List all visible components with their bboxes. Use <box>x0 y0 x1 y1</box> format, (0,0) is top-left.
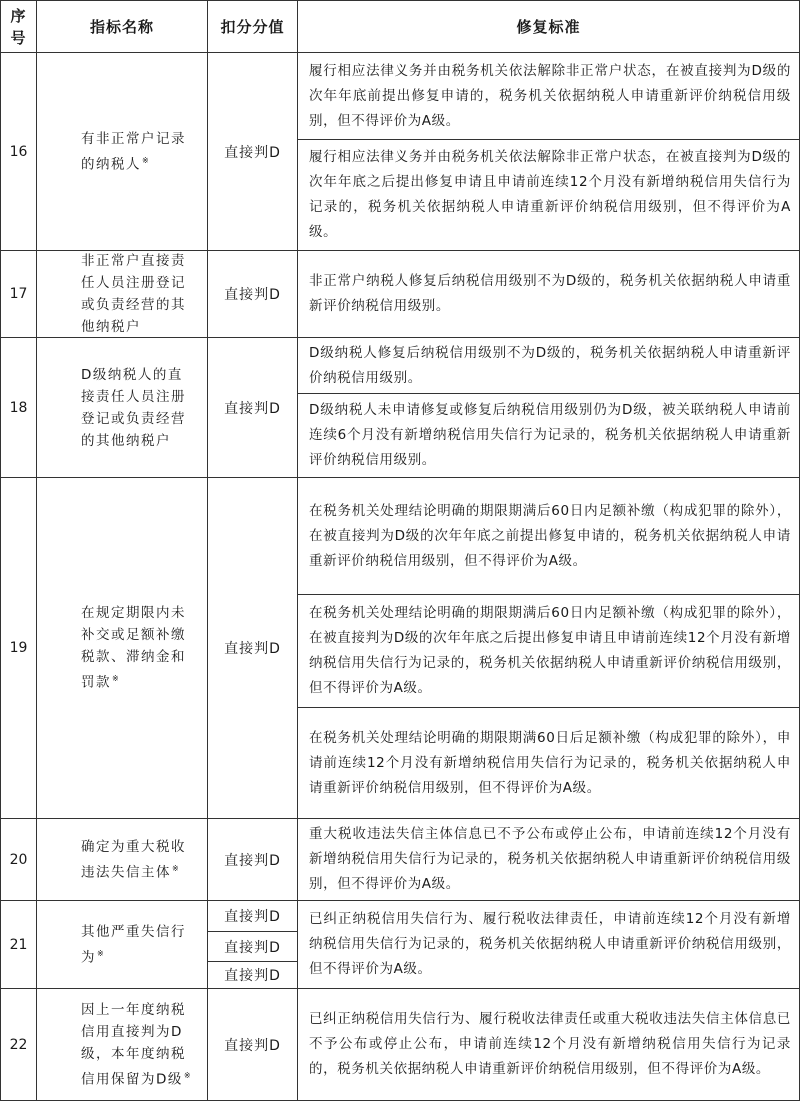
row-16-standard-1: 履行相应法律义务并由税务机关依法解除非正常户状态，在被直接判为D级的次年年底前提出修复申请的，税务机关依据纳税人申请重新评价纳税信用级别，但不得评价为A级。 <box>309 62 791 129</box>
row-17-no: 17 <box>9 286 28 302</box>
row-20-no: 20 <box>9 851 28 868</box>
row-21-standard-1: 已纠正纳税信用失信行为、履行税收法律责任，申请前连续12个月没有新增纳税信用失信行为记录的，税务机关依据纳税人申请重新评价纳税信用级别，但不得评价为A级。 <box>309 911 791 977</box>
row-16-no: 16 <box>9 143 28 160</box>
row-18-standard-1: D级纳税人修复后纳税信用级别不为D级的，税务机关依据纳税人申请重新评价纳税信用级别。 <box>309 344 791 386</box>
row-22-score: 直接判D <box>224 1037 281 1054</box>
note-mark: ※ <box>142 155 151 165</box>
row-21-indicator-text: 其他严重失信行为 <box>81 923 186 966</box>
row-20-indicator <box>37 819 207 900</box>
row-19-indicator-text: 在规定期限内未补交或足额补缴税款、滞纳金和罚款 <box>81 605 186 691</box>
row-18-indicator-text: D级纳税人的直接责任人员注册登记或负责经营的其他纳税户 <box>81 366 186 449</box>
header-seq <box>1 1 36 52</box>
row-21-score-2: 直接判D <box>224 939 281 956</box>
header-seq-line1: 序 <box>10 6 27 25</box>
row-16-score: 直接判D <box>224 144 281 161</box>
row-22-indicator-text: 因上一年度纳税信用直接判为D级，本年度纳税信用保留为D级 <box>81 1001 186 1088</box>
row-19-indicator <box>37 478 207 818</box>
note-mark: ※ <box>97 948 106 958</box>
row-20-standard-1: 重大税收违法失信主体信息已不予公布或停止公布，申请前连续12个月没有新增纳税信用失信行为记录的，税务机关依据纳税人申请重新评价纳税信用级别，但不得评价为A级。 <box>309 826 791 892</box>
note-mark: ※ <box>172 863 181 873</box>
row-18-standard-2: D级纳税人未申请修复或修复后纳税信用级别仍为D级，被关联纳税人申请前连续6个月没有新增纳税信用失信行为记录的，税务机关依据纳税人申请重新评价纳税信用级别。 <box>309 402 791 468</box>
note-mark: ※ <box>112 674 121 684</box>
row-21-indicator <box>37 901 207 988</box>
row-18-indicator <box>37 338 207 477</box>
row-20-indicator-text: 确定为重大税收违法失信主体 <box>81 838 186 881</box>
row-22-standard-1: 已纠正纳税信用失信行为、履行税收法律责任或重大税收违法失信主体信息已不予公布或停止公布，申请前连续12个月没有新增纳税信用失信行为记录的，税务机关依据纳税人申请重新评价纳税信用级别，但不得评价为A级。 <box>309 1011 791 1077</box>
row-19-standard-2: 在税务机关处理结论明确的期限期满后60日内足额补缴（构成犯罪的除外），在被直接判为D级的次年年底之后提出修复申请且申请前连续12个月没有新增纳税信用失信行为记录的，税务机关依据纳税人申请重新评价纳税信用级别，但不得评价为A级。 <box>309 605 791 696</box>
header-standard: 修复标准 <box>516 18 581 36</box>
row-21-no: 21 <box>9 936 28 953</box>
row-22-no: 22 <box>9 1036 28 1053</box>
note-mark: ※ <box>183 1070 193 1080</box>
row-21-score-3: 直接判D <box>224 968 281 984</box>
row-18-no: 18 <box>9 399 28 416</box>
row-19-standard-3: 在税务机关处理结论明确的期限期满60日后足额补缴（构成犯罪的除外），申请前连续12个月没有新增纳税信用失信行为记录的，税务机关依据纳税人申请重新评价纳税信用级别，但不得评价为A级。 <box>309 729 791 796</box>
header-score: 扣分分值 <box>220 18 285 36</box>
header-indicator: 指标名称 <box>89 18 154 36</box>
row-17-standard-1: 非正常户纳税人修复后纳税信用级别不为D级的，税务机关依据纳税人申请重新评价纳税信用级别。 <box>309 273 791 314</box>
row-21-score-1: 直接判D <box>224 909 281 925</box>
row-16-standard-2: 履行相应法律义务并由税务机关依法解除非正常户状态，在被直接判为D级的次年年底之后提出修复申请且申请前连续12个月没有新增纳税信用失信行为记录的，税务机关依据纳税人申请重新评价纳税信用级别，但不得评价为A级。 <box>309 149 791 240</box>
row-17-indicator <box>37 251 207 337</box>
row-19-no: 19 <box>9 640 28 656</box>
row-16-indicator-text: 有非正常户记录的纳税人 <box>81 130 186 173</box>
row-19-standard-1: 在税务机关处理结论明确的期限期满后60日内足额补缴（构成犯罪的除外），在被直接判为D级的次年年底之前提出修复申请的，税务机关依据纳税人申请重新评价纳税信用级别，但不得评价为A级。 <box>309 502 791 569</box>
row-18-score: 直接判D <box>224 400 281 417</box>
row-17-score: 直接判D <box>224 287 281 303</box>
row-20-score: 直接判D <box>224 852 281 869</box>
row-16-indicator <box>37 53 207 250</box>
row-17-indicator-text: 非正常户直接责任人员注册登记或负责经营的其他纳税户 <box>81 253 186 335</box>
row-22-indicator <box>37 989 207 1100</box>
header-seq-line2: 号 <box>10 28 27 47</box>
row-19-score: 直接判D <box>224 641 281 657</box>
